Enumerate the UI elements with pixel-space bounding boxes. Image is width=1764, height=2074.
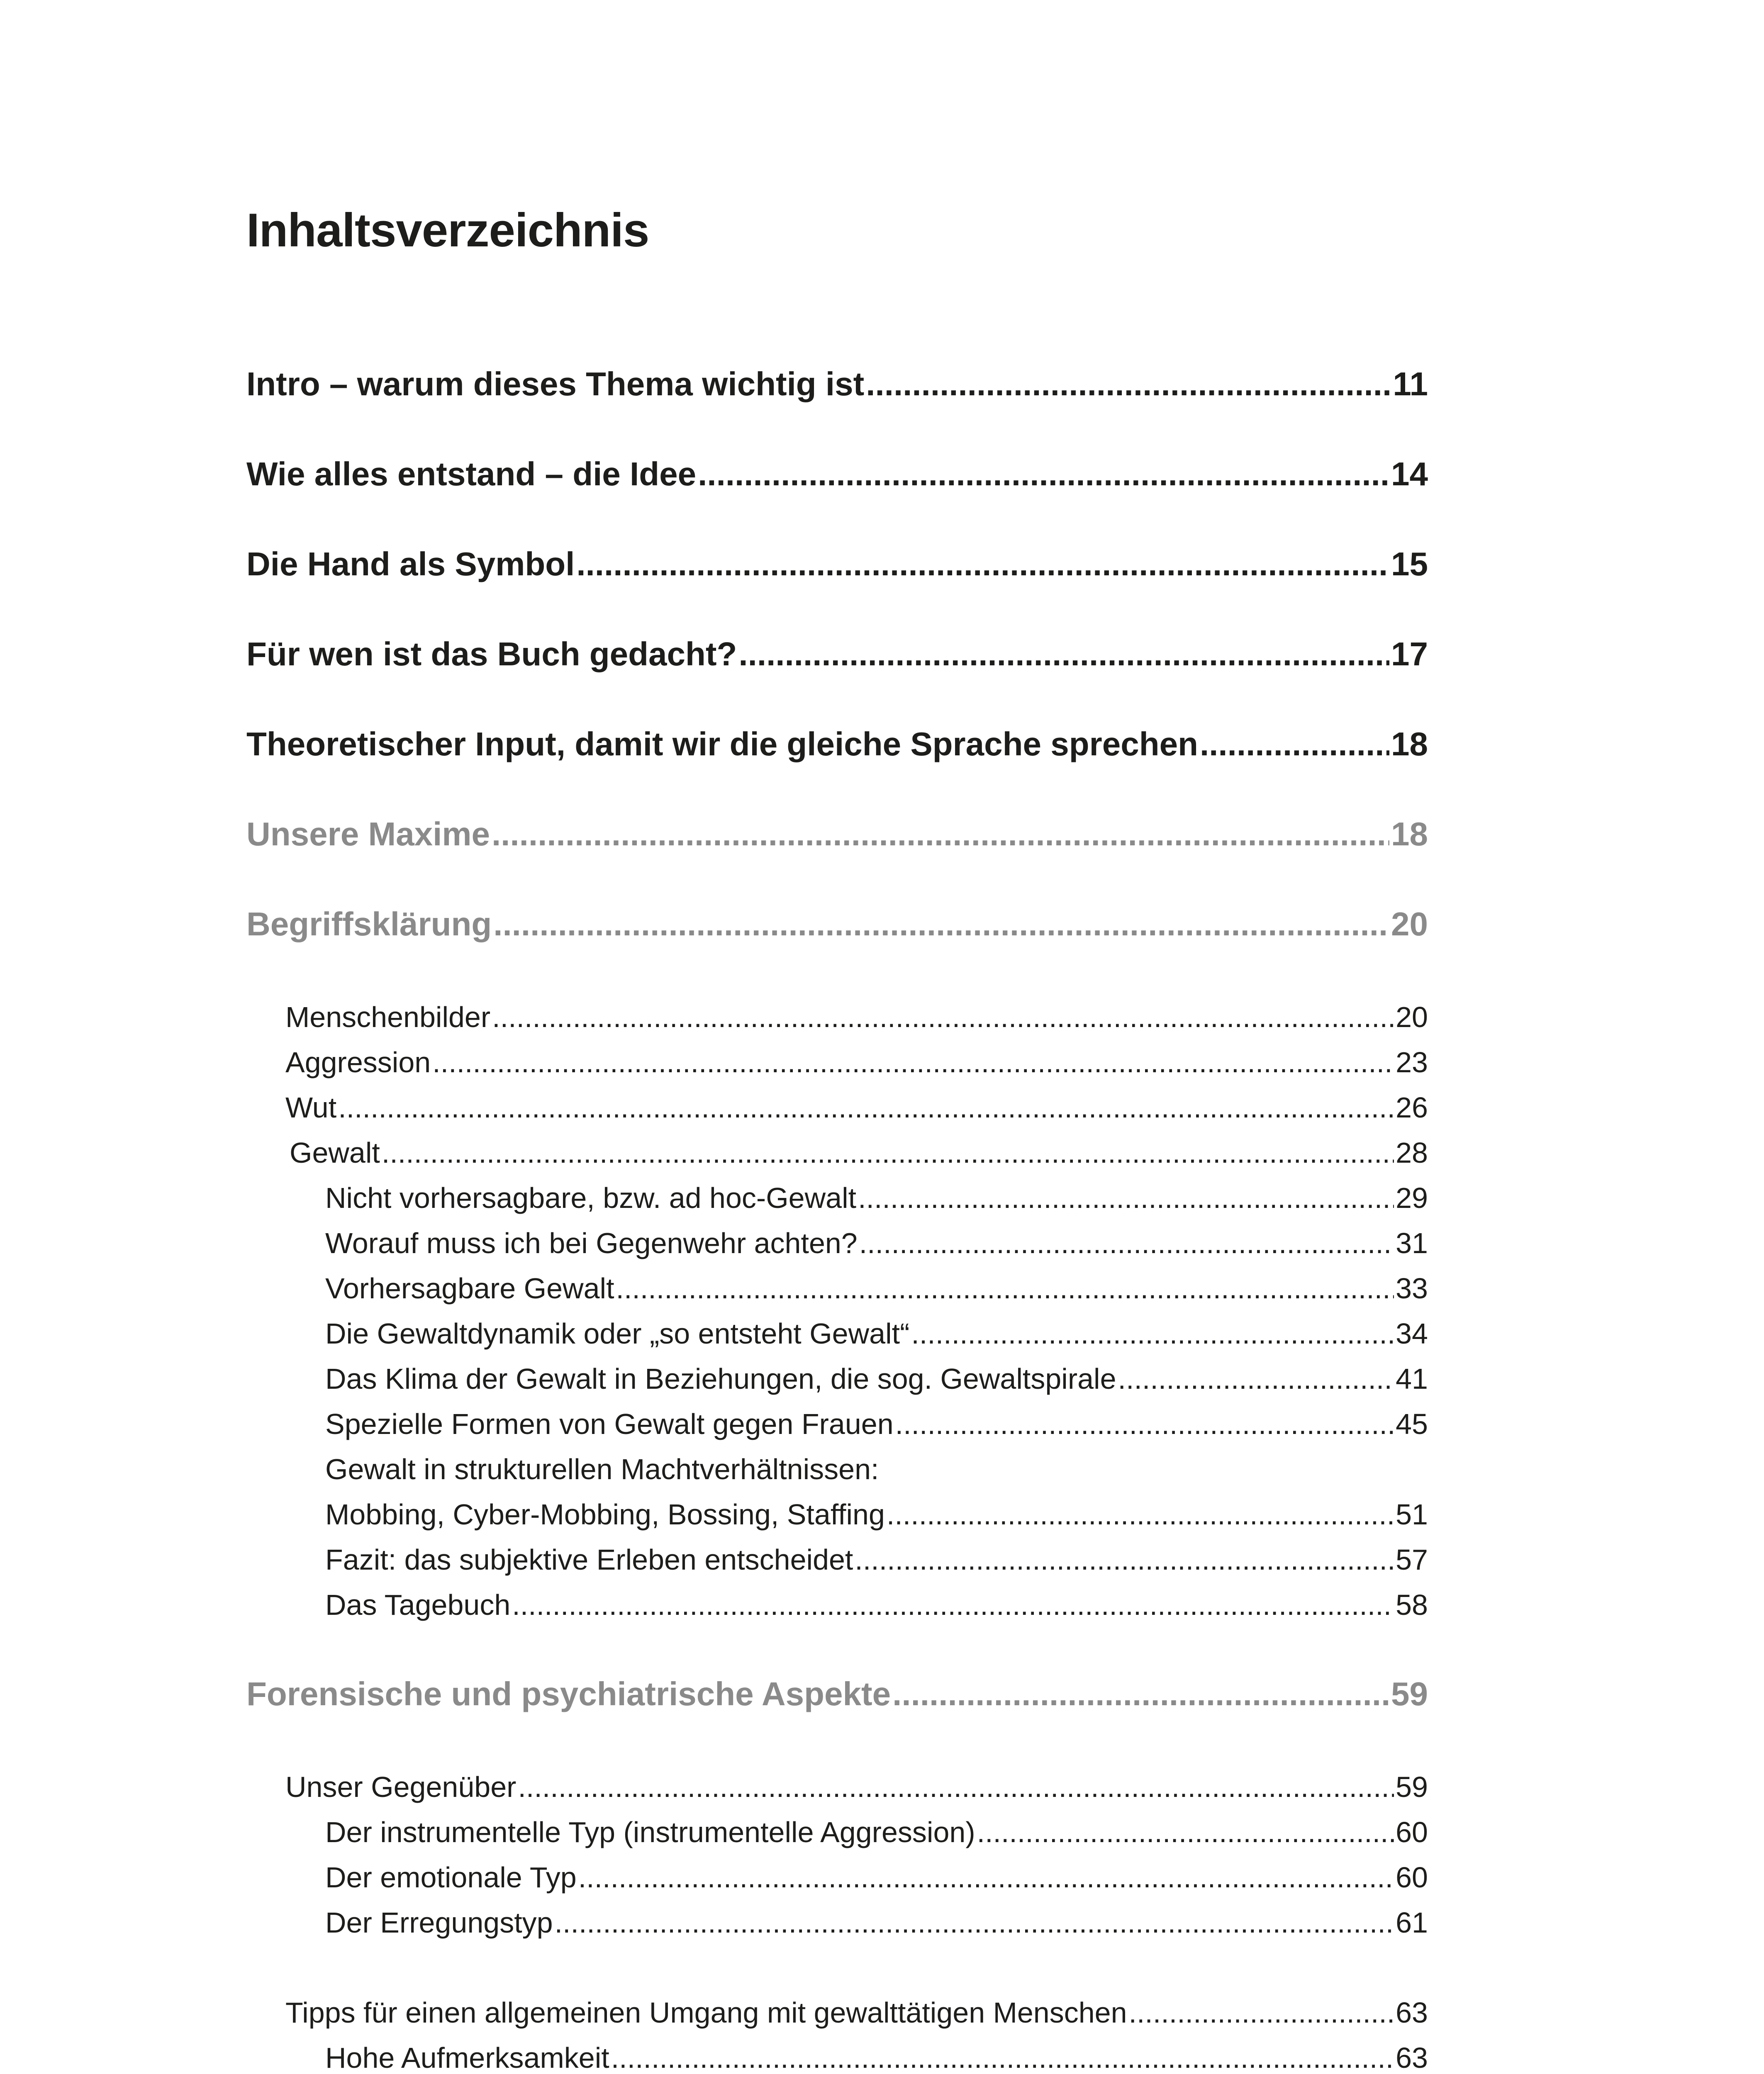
toc-leader-dots	[432, 1046, 1394, 1079]
page-title: Inhaltsverzeichnis	[246, 204, 649, 257]
toc-entry-forensik[interactable]	[246, 1675, 1428, 1713]
toc-entry-aufmerksamkeit[interactable]	[325, 2041, 1428, 2074]
toc-leader-dots	[977, 1816, 1394, 1849]
toc-leader-dots	[611, 2041, 1394, 2074]
toc-entry-fazit[interactable]	[325, 1543, 1428, 1576]
toc-entry-label: Die Gewaltdynamik oder „so entsteht Gewalt“	[325, 1317, 910, 1350]
toc-entry-label: Aggression	[285, 1046, 431, 1078]
toc-page-number: 31	[1396, 1227, 1428, 1259]
toc-entry-gegenueber[interactable]	[285, 1770, 1428, 1804]
toc-entry-label: Der emotionale Typ	[325, 1861, 577, 1894]
toc-leader-dots	[858, 1181, 1394, 1215]
toc-page-number: 26	[1396, 1091, 1428, 1124]
toc-entry-gegenwehr[interactable]	[325, 1227, 1428, 1260]
toc-page-number: 63	[1396, 1996, 1428, 2029]
toc-entry-label: Wut	[285, 1091, 337, 1124]
toc-leader-dots	[911, 1317, 1394, 1350]
toc-leader-dots	[855, 1543, 1394, 1576]
toc-entry-label: Der Erregungstyp	[325, 1906, 553, 1939]
toc-entry-label: Vorhersagbare Gewalt	[325, 1272, 614, 1305]
toc-entry-wut[interactable]	[285, 1091, 1428, 1124]
toc-page-number: 34	[1396, 1317, 1428, 1350]
toc-entry-label: Wie alles entstand – die Idee	[246, 455, 697, 492]
toc-page-number: 18	[1391, 725, 1428, 762]
toc-page-number: 18	[1391, 815, 1428, 852]
toc-entry-theorie[interactable]	[246, 725, 1428, 763]
toc-page-number: 41	[1396, 1363, 1428, 1395]
toc-entry-label: Unsere Maxime	[246, 815, 490, 852]
toc-entry-aggression[interactable]	[285, 1046, 1428, 1079]
toc-entry-intro[interactable]	[246, 365, 1428, 403]
toc-leader-dots	[492, 815, 1389, 853]
toc-page-number: 20	[1396, 1001, 1428, 1033]
toc-page-number: 20	[1391, 906, 1428, 942]
toc-entry-label: Begriffsklärung	[246, 906, 492, 942]
toc-entry-label: Die Hand als Symbol	[246, 545, 575, 582]
toc-entry-label: Das Klima der Gewalt in Beziehungen, die sog. Gewaltspirale	[325, 1363, 1116, 1395]
toc-entry-gewalt-gegen-frauen[interactable]	[325, 1407, 1428, 1441]
toc-leader-dots	[698, 455, 1389, 493]
toc-page-number: 17	[1391, 635, 1428, 672]
toc-entry-menschenbilder[interactable]	[285, 1000, 1428, 1034]
toc-leader-dots	[859, 1227, 1394, 1260]
toc-page-number: 14	[1391, 455, 1428, 492]
toc-leader-dots	[887, 1498, 1394, 1531]
toc-page-number: 60	[1396, 1861, 1428, 1894]
toc-entry-zielgruppe[interactable]	[246, 635, 1428, 673]
toc-entry-adhoc-gewalt[interactable]	[325, 1181, 1428, 1215]
toc-entry-label: Gewalt	[290, 1137, 380, 1169]
toc-entry-label: Unser Gegenüber	[285, 1771, 517, 1803]
toc-leader-dots	[382, 1136, 1394, 1169]
toc-leader-dots	[1200, 725, 1389, 763]
toc-page-number: 15	[1391, 545, 1428, 582]
toc-leader-dots	[512, 1588, 1394, 1621]
toc-leader-dots	[576, 545, 1389, 583]
toc-leader-dots	[578, 1861, 1394, 1894]
toc-page-number: 59	[1396, 1771, 1428, 1803]
toc-entry-emotionaler-typ[interactable]	[325, 1861, 1428, 1894]
toc-leader-dots	[892, 1675, 1389, 1713]
toc-entry-label: Fazit: das subjektive Erleben entscheidet	[325, 1543, 853, 1576]
toc-page-number: 60	[1396, 1816, 1428, 1848]
toc-entry-strukturelle-gewalt-heading[interactable]: Gewalt in strukturellen Machtverhältnissen:	[325, 1453, 879, 1485]
toc-leader-dots	[616, 1272, 1394, 1305]
toc-entry-tipps[interactable]	[285, 1996, 1428, 2029]
toc-leader-dots	[555, 1906, 1394, 1939]
toc-leader-dots	[492, 1000, 1394, 1034]
toc-page-number: 51	[1396, 1498, 1428, 1531]
toc-page-number: 57	[1396, 1543, 1428, 1576]
toc-entry-tagebuch[interactable]	[325, 1588, 1428, 1621]
toc-entry-label: Intro – warum dieses Thema wichtig ist	[246, 365, 865, 402]
toc-entry-label: Nicht vorhersagbare, bzw. ad hoc-Gewalt	[325, 1182, 857, 1214]
toc-entry-label: Das Tagebuch	[325, 1589, 511, 1621]
toc-entry-label: Mobbing, Cyber-Mobbing, Bossing, Staffing	[325, 1498, 885, 1531]
toc-page-number: 23	[1396, 1046, 1428, 1078]
toc-entry-label: Menschenbilder	[285, 1001, 491, 1033]
toc-entry-label: Tipps für einen allgemeinen Umgang mit gewalttätigen Menschen	[285, 1996, 1127, 2029]
toc-entry-gewalt[interactable]	[290, 1136, 1428, 1169]
toc-entry-begriffsklaerung[interactable]	[246, 905, 1428, 943]
toc-leader-dots	[518, 1770, 1394, 1804]
toc-leader-dots	[738, 635, 1389, 673]
toc-entry-label: Worauf muss ich bei Gegenwehr achten?	[325, 1227, 858, 1259]
toc-entry-label: Forensische und psychiatrische Aspekte	[246, 1675, 891, 1712]
toc-entry-label: Spezielle Formen von Gewalt gegen Frauen	[325, 1408, 894, 1440]
toc-page-number: 63	[1396, 2042, 1428, 2074]
toc-leader-dots	[1129, 1996, 1394, 2029]
toc-leader-dots	[338, 1091, 1394, 1124]
toc-leader-dots	[866, 365, 1391, 403]
toc-page-number: 28	[1396, 1137, 1428, 1169]
toc-leader-dots	[493, 905, 1389, 943]
toc-page-number: 45	[1396, 1408, 1428, 1440]
toc-entry-erregungstyp[interactable]	[325, 1906, 1428, 1939]
toc-entry-label: Theoretischer Input, damit wir die gleiche Sprache sprechen	[246, 725, 1198, 762]
toc-entry-hand-symbol[interactable]	[246, 545, 1428, 583]
toc-entry-label: Für wen ist das Buch gedacht?	[246, 635, 737, 672]
toc-entry-label: Hohe Aufmerksamkeit	[325, 2042, 609, 2074]
toc-page-number: 29	[1396, 1182, 1428, 1214]
toc-leader-dots	[895, 1407, 1394, 1441]
toc-entry-label: Der instrumentelle Typ (instrumentelle Aggression)	[325, 1816, 975, 1848]
toc-entry-mobbing[interactable]	[325, 1498, 1428, 1531]
toc-page-number: 58	[1396, 1589, 1428, 1621]
toc-entry-vorhersagbare-gewalt[interactable]	[325, 1272, 1428, 1305]
toc-entry-gewaltdynamik[interactable]	[325, 1317, 1428, 1350]
toc-leader-dots	[1118, 1362, 1394, 1395]
toc-entry-idee[interactable]	[246, 455, 1428, 493]
toc-entry-maxime[interactable]	[246, 815, 1428, 853]
toc-page-number: 33	[1396, 1272, 1428, 1305]
toc-page-number: 11	[1393, 365, 1428, 402]
toc-page-number: 61	[1396, 1906, 1428, 1939]
toc-page-number: 59	[1391, 1675, 1428, 1712]
toc-entry-gewaltspirale[interactable]	[325, 1362, 1428, 1395]
toc-entry-instrumenteller-typ[interactable]	[325, 1816, 1428, 1849]
